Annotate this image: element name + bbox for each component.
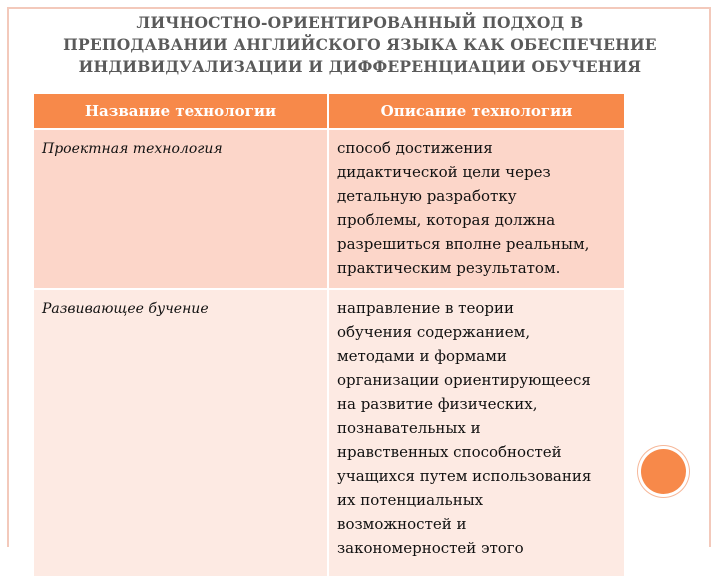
table-row — [34, 129, 625, 289]
description-line: закономерностей этого — [337, 539, 524, 557]
description-line: направление в теории — [337, 299, 514, 317]
description-line: на развитие физических, — [337, 395, 538, 413]
table-header-row — [34, 94, 625, 129]
description-line: способ достижения — [337, 139, 493, 157]
technology-name: Проектная технология — [34, 129, 328, 289]
header-technology-description: Описание технологии — [328, 94, 625, 129]
technology-table — [34, 94, 626, 578]
description-line: организации ориентирующееся — [337, 371, 591, 389]
technology-name: Развивающее бучение — [34, 289, 328, 577]
table-row — [34, 289, 625, 577]
technology-description — [328, 289, 625, 577]
slide-title — [40, 12, 680, 78]
description-line: познавательных и — [337, 419, 481, 437]
description-line: возможностей и — [337, 515, 467, 533]
title-line: ЛИЧНОСТНО-ОРИЕНТИРОВАННЫЙ ПОДХОД В — [136, 13, 584, 32]
decorative-circle-icon — [641, 449, 686, 494]
description-line: их потенциальных — [337, 491, 484, 509]
description-line: практическим результатом. — [337, 259, 561, 277]
description-line: учащихся путем использования — [337, 467, 592, 485]
technology-description — [328, 129, 625, 289]
description-line: обучения содержанием, — [337, 323, 531, 341]
title-line: ИНДИВИДУАЛИЗАЦИИ И ДИФФЕРЕНЦИАЦИИ ОБУЧЕНИЯ — [78, 57, 642, 76]
description-line: дидактической цели через — [337, 163, 551, 181]
description-line: детальную разработку — [337, 187, 517, 205]
header-technology-name: Название технологии — [34, 94, 328, 129]
description-line: методами и формами — [337, 347, 507, 365]
description-line: разрешиться вполне реальным, — [337, 235, 590, 253]
description-line: проблемы, которая должна — [337, 211, 556, 229]
description-line: нравственных способностей — [337, 443, 562, 461]
title-line: ПРЕПОДАВАНИИ АНГЛИЙСКОГО ЯЗЫКА КАК ОБЕСПЕЧЕНИЕ — [63, 35, 657, 54]
